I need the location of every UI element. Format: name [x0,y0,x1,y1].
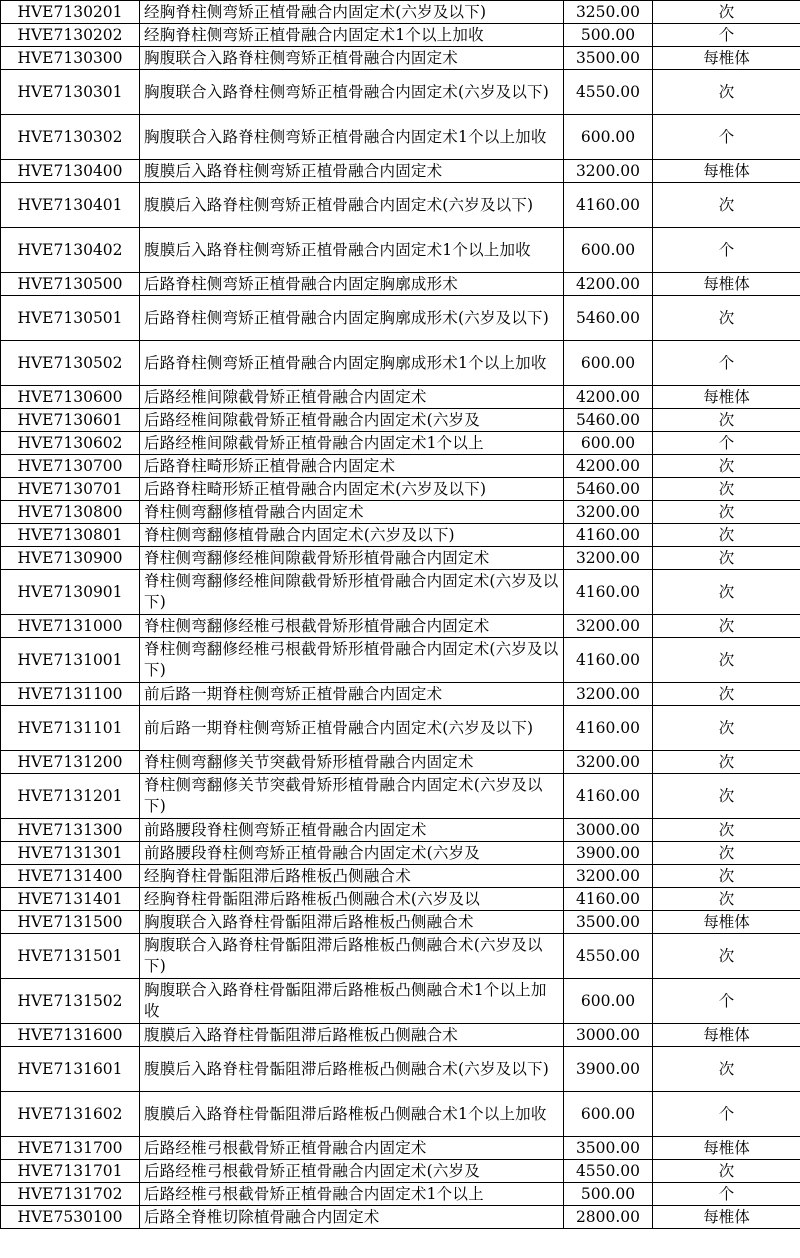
item-code-cell: HVE7131300 [1,819,140,842]
item-name-cell: 后路经椎间隙截骨矫正植骨融合内固定术1个以上 [140,432,564,455]
table-row [1,478,800,501]
item-name-cell: 经胸脊柱侧弯矫正植骨融合内固定术1个以上加收 [140,24,564,47]
item-price-cell: 3200.00 [564,615,653,638]
item-name-cell: 经胸脊柱骨骺阻滞后路椎板凸侧融合术 [140,865,564,888]
table-row [1,432,800,455]
item-unit-cell: 次 [653,455,800,478]
item-unit-cell: 次 [653,751,800,774]
item-price-cell: 4160.00 [564,774,653,819]
item-price-cell: 3000.00 [564,1024,653,1047]
item-unit-cell: 个 [653,432,800,455]
table-row [1,1092,800,1137]
item-code-cell: HVE7130600 [1,386,140,409]
item-price-cell: 600.00 [564,341,653,386]
table-row [1,1024,800,1047]
item-unit-cell: 个 [653,341,800,386]
item-code-cell: HVE7131501 [1,934,140,979]
table-row [1,341,800,386]
table-row [1,228,800,273]
item-code-cell: HVE7130501 [1,296,140,341]
item-name-cell: 脊柱侧弯翻修植骨融合内固定术 [140,501,564,524]
item-unit-cell: 次 [653,842,800,865]
item-price-cell: 2800.00 [564,1206,653,1229]
item-price-cell: 4160.00 [564,183,653,228]
table-row [1,638,800,683]
item-name-cell: 腹膜后入路脊柱骨骺阻滞后路椎板凸侧融合术 [140,1024,564,1047]
item-code-cell: HVE7130300 [1,47,140,70]
table-row [1,183,800,228]
item-name-cell: 后路经椎间隙截骨矫正植骨融合内固定术 [140,386,564,409]
item-name-cell: 后路经椎间隙截骨矫正植骨融合内固定术(六岁及 [140,409,564,432]
item-code-cell: HVE7131701 [1,1160,140,1183]
item-price-cell: 3500.00 [564,1137,653,1160]
fee-table-body [1,1,800,1229]
item-unit-cell: 次 [653,683,800,706]
item-name-cell: 经胸脊柱骨骺阻滞后路椎板凸侧融合术(六岁及以 [140,888,564,911]
item-price-cell: 4200.00 [564,386,653,409]
item-code-cell: HVE7130901 [1,570,140,615]
item-name-cell: 经胸脊柱侧弯矫正植骨融合内固定术(六岁及以下) [140,1,564,24]
item-code-cell: HVE7131700 [1,1137,140,1160]
item-unit-cell: 个 [653,1092,800,1137]
table-row [1,24,800,47]
item-name-cell: 后路经椎弓根截骨矫正植骨融合内固定术(六岁及 [140,1160,564,1183]
item-code-cell: HVE7131600 [1,1024,140,1047]
item-name-cell: 后路经椎弓根截骨矫正植骨融合内固定术1个以上 [140,1183,564,1206]
item-price-cell: 4160.00 [564,638,653,683]
item-code-cell: HVE7130602 [1,432,140,455]
item-code-cell: HVE7131502 [1,979,140,1024]
table-row [1,751,800,774]
item-code-cell: HVE7131301 [1,842,140,865]
item-price-cell: 3500.00 [564,47,653,70]
item-unit-cell: 每椎体 [653,160,800,183]
item-name-cell: 后路脊柱侧弯矫正植骨融合内固定胸廓成形术 [140,273,564,296]
item-code-cell: HVE7131100 [1,683,140,706]
item-code-cell: HVE7131400 [1,865,140,888]
item-price-cell: 4160.00 [564,706,653,751]
item-code-cell: HVE7130302 [1,115,140,160]
item-unit-cell: 次 [653,547,800,570]
item-name-cell: 胸腹联合入路脊柱骨骺阻滞后路椎板凸侧融合术1个以上加收 [140,979,564,1024]
item-name-cell: 脊柱侧弯翻修经椎间隙截骨矫形植骨融合内固定术(六岁及以下) [140,570,564,615]
item-code-cell: HVE7130601 [1,409,140,432]
item-name-cell: 脊柱侧弯翻修经椎间隙截骨矫形植骨融合内固定术 [140,547,564,570]
item-price-cell: 3200.00 [564,160,653,183]
item-unit-cell: 个 [653,115,800,160]
item-price-cell: 500.00 [564,1183,653,1206]
item-name-cell: 胸腹联合入路脊柱骨骺阻滞后路椎板凸侧融合术(六岁及以下) [140,934,564,979]
item-unit-cell: 次 [653,70,800,115]
table-row [1,911,800,934]
item-code-cell: HVE7131602 [1,1092,140,1137]
item-name-cell: 前路腰段脊柱侧弯矫正植骨融合内固定术(六岁及 [140,842,564,865]
item-unit-cell: 个 [653,24,800,47]
item-code-cell: HVE7130202 [1,24,140,47]
table-row [1,409,800,432]
item-unit-cell: 每椎体 [653,1206,800,1229]
item-unit-cell: 每椎体 [653,47,800,70]
item-code-cell: HVE7130201 [1,1,140,24]
item-price-cell: 3900.00 [564,1047,653,1092]
item-code-cell: HVE7130801 [1,524,140,547]
item-code-cell: HVE7130700 [1,455,140,478]
item-name-cell: 脊柱侧弯翻修经椎弓根截骨矫形植骨融合内固定术(六岁及以下) [140,638,564,683]
item-name-cell: 胸腹联合入路脊柱侧弯矫正植骨融合内固定术(六岁及以下) [140,70,564,115]
item-price-cell: 3500.00 [564,911,653,934]
item-code-cell: HVE7131200 [1,751,140,774]
item-name-cell: 脊柱侧弯翻修经椎弓根截骨矫形植骨融合内固定术 [140,615,564,638]
item-price-cell: 3200.00 [564,683,653,706]
item-price-cell: 500.00 [564,24,653,47]
table-row [1,1160,800,1183]
item-unit-cell: 个 [653,228,800,273]
item-name-cell: 脊柱侧弯翻修关节突截骨矫形植骨融合内固定术(六岁及以下) [140,774,564,819]
item-code-cell: HVE7130401 [1,183,140,228]
item-unit-cell: 次 [653,1,800,24]
item-price-cell: 5460.00 [564,478,653,501]
item-name-cell: 后路经椎弓根截骨矫正植骨融合内固定术 [140,1137,564,1160]
item-unit-cell: 个 [653,979,800,1024]
item-price-cell: 5460.00 [564,409,653,432]
item-code-cell: HVE7131702 [1,1183,140,1206]
table-row [1,273,800,296]
table-row [1,455,800,478]
item-unit-cell: 个 [653,1183,800,1206]
item-name-cell: 腹膜后入路脊柱侧弯矫正植骨融合内固定术1个以上加收 [140,228,564,273]
item-unit-cell: 次 [653,774,800,819]
item-price-cell: 3250.00 [564,1,653,24]
table-row [1,1137,800,1160]
item-price-cell: 4160.00 [564,524,653,547]
table-row [1,160,800,183]
item-price-cell: 4200.00 [564,273,653,296]
table-row [1,979,800,1024]
item-price-cell: 4160.00 [564,888,653,911]
item-code-cell: HVE7530100 [1,1206,140,1229]
item-unit-cell: 次 [653,706,800,751]
item-price-cell: 4160.00 [564,570,653,615]
table-row [1,865,800,888]
item-price-cell: 600.00 [564,115,653,160]
item-unit-cell: 次 [653,501,800,524]
item-code-cell: HVE7131401 [1,888,140,911]
item-price-cell: 3900.00 [564,842,653,865]
item-unit-cell: 次 [653,409,800,432]
item-unit-cell: 次 [653,638,800,683]
table-row [1,1047,800,1092]
item-unit-cell: 次 [653,570,800,615]
table-row [1,524,800,547]
item-name-cell: 胸腹联合入路脊柱骨骺阻滞后路椎板凸侧融合术 [140,911,564,934]
item-code-cell: HVE7131101 [1,706,140,751]
item-code-cell: HVE7130701 [1,478,140,501]
item-price-cell: 4200.00 [564,455,653,478]
item-price-cell: 600.00 [564,979,653,1024]
table-row [1,570,800,615]
item-price-cell: 3000.00 [564,819,653,842]
item-code-cell: HVE7131601 [1,1047,140,1092]
table-row [1,1206,800,1229]
table-row [1,547,800,570]
item-name-cell: 腹膜后入路脊柱侧弯矫正植骨融合内固定术 [140,160,564,183]
item-name-cell: 后路脊柱畸形矫正植骨融合内固定术(六岁及以下) [140,478,564,501]
item-code-cell: HVE7130800 [1,501,140,524]
item-unit-cell: 次 [653,183,800,228]
table-row [1,1183,800,1206]
item-code-cell: HVE7131001 [1,638,140,683]
table-row [1,115,800,160]
item-price-cell: 4550.00 [564,934,653,979]
item-price-cell: 4550.00 [564,70,653,115]
item-unit-cell: 次 [653,934,800,979]
table-row [1,615,800,638]
table-row [1,683,800,706]
item-code-cell: HVE7131201 [1,774,140,819]
item-price-cell: 600.00 [564,228,653,273]
item-name-cell: 后路脊柱侧弯矫正植骨融合内固定胸廓成形术(六岁及以下) [140,296,564,341]
item-name-cell: 后路脊柱畸形矫正植骨融合内固定术 [140,455,564,478]
item-price-cell: 600.00 [564,432,653,455]
item-code-cell: HVE7131000 [1,615,140,638]
table-row [1,1,800,24]
item-name-cell: 后路脊柱侧弯矫正植骨融合内固定胸廓成形术1个以上加收 [140,341,564,386]
table-row [1,706,800,751]
item-unit-cell: 每椎体 [653,273,800,296]
item-code-cell: HVE7130900 [1,547,140,570]
item-code-cell: HVE7130500 [1,273,140,296]
item-unit-cell: 次 [653,1160,800,1183]
item-unit-cell: 次 [653,478,800,501]
item-name-cell: 腹膜后入路脊柱侧弯矫正植骨融合内固定术(六岁及以下) [140,183,564,228]
table-row [1,386,800,409]
item-unit-cell: 次 [653,615,800,638]
item-name-cell: 胸腹联合入路脊柱侧弯矫正植骨融合内固定术 [140,47,564,70]
table-row [1,296,800,341]
item-unit-cell: 次 [653,1047,800,1092]
item-name-cell: 腹膜后入路脊柱骨骺阻滞后路椎板凸侧融合术1个以上加收 [140,1092,564,1137]
item-unit-cell: 每椎体 [653,1137,800,1160]
item-code-cell: HVE7130402 [1,228,140,273]
item-name-cell: 前路腰段脊柱侧弯矫正植骨融合内固定术 [140,819,564,842]
table-row [1,888,800,911]
item-name-cell: 后路全脊椎切除植骨融合内固定术 [140,1206,564,1229]
item-code-cell: HVE7130301 [1,70,140,115]
table-row [1,70,800,115]
item-price-cell: 3200.00 [564,751,653,774]
item-name-cell: 前后路一期脊柱侧弯矫正植骨融合内固定术(六岁及以下) [140,706,564,751]
table-row [1,774,800,819]
item-price-cell: 3200.00 [564,501,653,524]
item-name-cell: 前后路一期脊柱侧弯矫正植骨融合内固定术 [140,683,564,706]
table-row [1,819,800,842]
item-price-cell: 5460.00 [564,296,653,341]
table-row [1,47,800,70]
item-price-cell: 4550.00 [564,1160,653,1183]
item-price-cell: 600.00 [564,1092,653,1137]
item-name-cell: 胸腹联合入路脊柱侧弯矫正植骨融合内固定术1个以上加收 [140,115,564,160]
item-unit-cell: 次 [653,888,800,911]
item-unit-cell: 次 [653,865,800,888]
item-unit-cell: 每椎体 [653,1024,800,1047]
item-unit-cell: 次 [653,819,800,842]
item-price-cell: 3200.00 [564,865,653,888]
table-row [1,501,800,524]
item-unit-cell: 每椎体 [653,911,800,934]
table-row [1,934,800,979]
item-price-cell: 3200.00 [564,547,653,570]
table-row [1,842,800,865]
item-name-cell: 脊柱侧弯翻修植骨融合内固定术(六岁及以下) [140,524,564,547]
item-unit-cell: 次 [653,524,800,547]
item-unit-cell: 次 [653,296,800,341]
item-unit-cell: 每椎体 [653,386,800,409]
item-name-cell: 腹膜后入路脊柱骨骺阻滞后路椎板凸侧融合术(六岁及以下) [140,1047,564,1092]
item-code-cell: HVE7131500 [1,911,140,934]
item-name-cell: 脊柱侧弯翻修关节突截骨矫形植骨融合内固定术 [140,751,564,774]
item-code-cell: HVE7130502 [1,341,140,386]
item-code-cell: HVE7130400 [1,160,140,183]
